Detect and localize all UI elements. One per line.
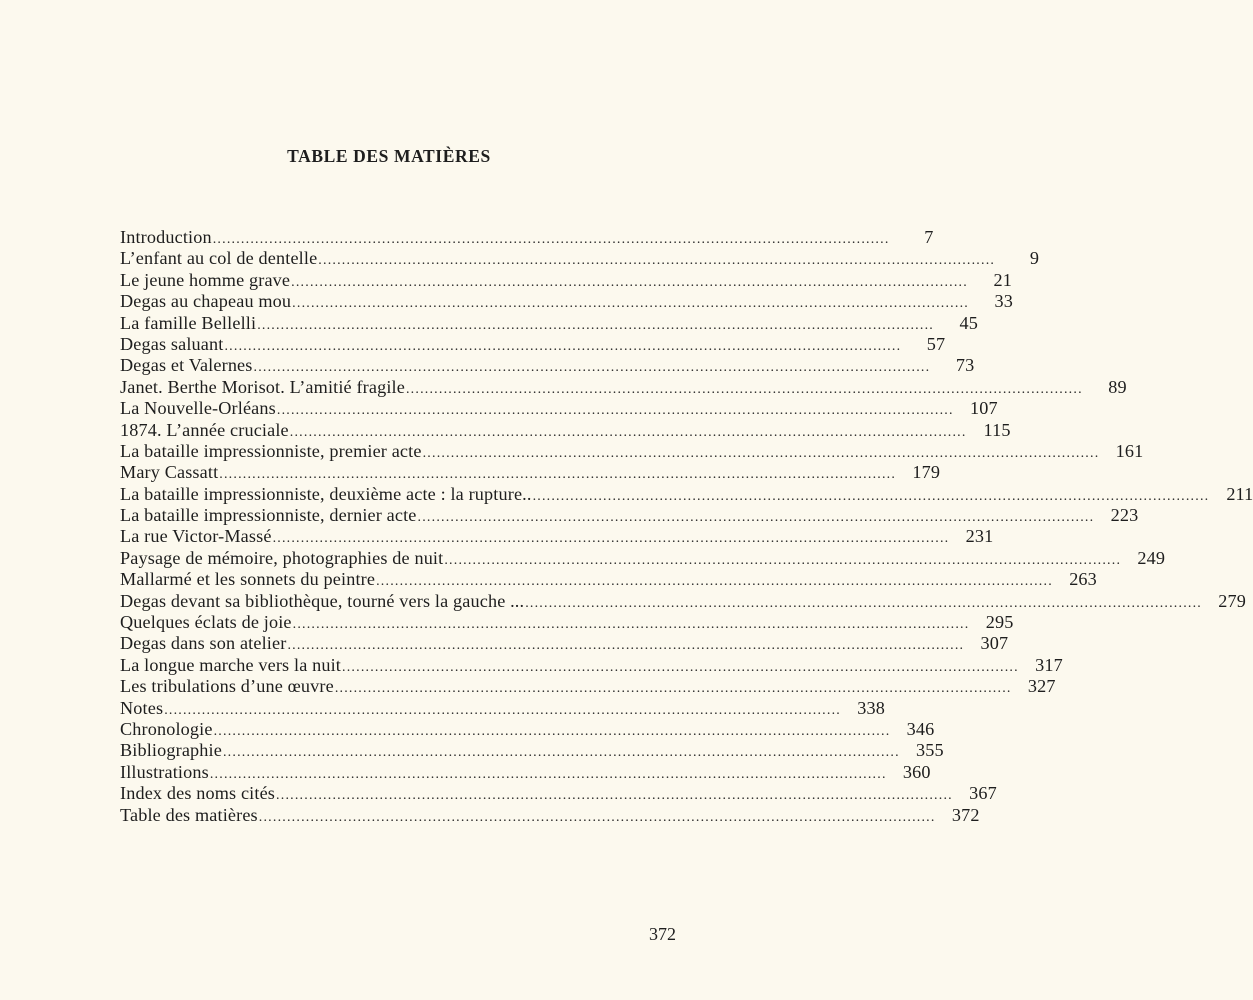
toc-entry-title: Les tribulations d’une œuvre bbox=[120, 676, 334, 697]
dot-leader: ................................................................................................................................................ bbox=[291, 274, 968, 290]
toc-entry-page: 355 bbox=[916, 740, 944, 761]
toc-entry-title: La bataille impressionniste, premier acte bbox=[120, 440, 422, 461]
dot-leader: ................................................................................................................................................ bbox=[405, 381, 1083, 397]
toc-entry-title: La longue marche vers la nuit bbox=[120, 654, 342, 675]
toc-entry-page: 45 bbox=[959, 312, 978, 333]
toc-entry-title: La rue Victor-Massé bbox=[120, 526, 272, 547]
toc-entry-title: Illustrations bbox=[120, 761, 209, 782]
toc-entry bbox=[120, 398, 998, 419]
toc-entry bbox=[120, 312, 978, 334]
toc-entry-title: Degas devant sa bibliothèque, tourné vers la gauche ... bbox=[120, 590, 525, 611]
toc-entry-title: Notes bbox=[120, 697, 164, 718]
toc-entry-page: 115 bbox=[983, 419, 1011, 440]
toc-entry-title: Mary Cassatt bbox=[120, 462, 219, 483]
toc-entry-title: Index des noms cités bbox=[120, 783, 276, 804]
toc-entry bbox=[120, 269, 1012, 291]
dot-leader: ................................................................................................................................................ bbox=[532, 488, 1210, 504]
toc-entry-page: 107 bbox=[969, 398, 998, 419]
dot-leader: ................................................................................................................................................ bbox=[212, 232, 890, 247]
toc-entry-title: Degas et Valernes bbox=[120, 355, 253, 376]
toc-entry bbox=[120, 676, 1056, 697]
toc-entry bbox=[120, 227, 934, 248]
toc-entry bbox=[120, 569, 1097, 590]
toc-entry bbox=[120, 740, 944, 761]
toc-entry bbox=[120, 783, 997, 804]
toc-entry-page: 360 bbox=[902, 761, 931, 782]
dot-leader: ................................................................................................................................................ bbox=[253, 360, 931, 376]
dot-leader: ................................................................................................................................................ bbox=[422, 445, 1100, 461]
dot-leader: ................................................................................................................................................ bbox=[376, 574, 1053, 590]
toc-entry-title: La Nouvelle-Orléans bbox=[120, 398, 276, 419]
toc-entry-page: 307 bbox=[980, 633, 1009, 654]
dot-leader: ................................................................................................................................................ bbox=[213, 723, 891, 739]
toc-entry bbox=[120, 547, 1166, 569]
toc-entry-page: 57 bbox=[926, 333, 946, 354]
dot-leader: ................................................................................................................................................ bbox=[224, 338, 902, 354]
dot-leader: ................................................................................................................................................ bbox=[258, 809, 936, 825]
toc-entry bbox=[120, 718, 935, 740]
toc-entry bbox=[120, 654, 1063, 676]
toc-entry-title: Janet. Berthe Morisot. L’amitié fragile bbox=[120, 376, 405, 397]
dot-leader: ................................................................................................................................................ bbox=[444, 552, 1122, 568]
toc-entry-page: 367 bbox=[969, 783, 997, 804]
toc-entry bbox=[120, 419, 1011, 441]
toc-entry bbox=[120, 376, 1127, 398]
toc-entry-page: 263 bbox=[1069, 569, 1097, 590]
dot-leader: ................................................................................................................................................ bbox=[276, 403, 954, 419]
page-title: TABLE DES MATIÈRES bbox=[287, 146, 491, 166]
toc-entry bbox=[120, 462, 941, 483]
toc-entry-title: Paysage de mémoire, photographies de nuit bbox=[120, 547, 444, 568]
toc-entry-page: 346 bbox=[906, 718, 935, 739]
toc-entry-title: La famille Bellelli bbox=[120, 312, 257, 333]
toc-entry-page: 179 bbox=[912, 462, 941, 483]
toc-entry-page: 317 bbox=[1035, 654, 1063, 675]
toc-entry-page: 33 bbox=[994, 291, 1013, 312]
toc-entry-title: Degas dans son atelier bbox=[120, 633, 287, 654]
dot-leader: ................................................................................................................................................ bbox=[292, 296, 969, 312]
toc-entry bbox=[120, 505, 1139, 526]
toc-entry-page: 89 bbox=[1108, 376, 1127, 397]
toc-entry-title: Degas saluant bbox=[120, 333, 224, 354]
toc-entry bbox=[120, 483, 1253, 505]
toc-entry-title: Degas au chapeau mou bbox=[120, 291, 292, 312]
toc-entry bbox=[120, 590, 1247, 612]
toc-entry bbox=[120, 440, 1144, 462]
toc-entry bbox=[120, 761, 931, 783]
toc-entry-page: 21 bbox=[993, 269, 1012, 290]
toc-entry-title: Quelques éclats de joie bbox=[120, 612, 292, 633]
dot-leader: ................................................................................................................................................ bbox=[257, 317, 934, 333]
toc-entry-page: 279 bbox=[1218, 590, 1247, 611]
dot-leader: ................................................................................................................................................ bbox=[289, 424, 967, 440]
toc-entry-title: Mallarmé et les sonnets du peintre bbox=[120, 569, 376, 590]
toc-entry-page: 73 bbox=[955, 355, 975, 376]
toc-entry-title: Introduction bbox=[120, 227, 212, 247]
dot-leader: ................................................................................................................................................ bbox=[342, 659, 1019, 675]
dot-leader: ................................................................................................................................................ bbox=[334, 681, 1012, 697]
toc-entry-title: Chronologie bbox=[120, 718, 213, 739]
dot-leader: ................................................................................................................................................ bbox=[276, 788, 953, 804]
dot-leader: ................................................................................................................................................ bbox=[292, 617, 970, 633]
dot-leader: ................................................................................................................................................ bbox=[318, 253, 996, 269]
toc-entry-page: 7 bbox=[924, 227, 934, 247]
toc-entry-title: Table des matières bbox=[120, 804, 258, 825]
toc-entry-page: 231 bbox=[965, 526, 994, 547]
toc-entry bbox=[120, 804, 980, 826]
toc-entry bbox=[120, 355, 975, 376]
dot-leader: ................................................................................................................................................ bbox=[417, 510, 1095, 526]
toc-entry-page: 295 bbox=[985, 612, 1014, 633]
toc-entry-title: La bataille impressionniste, dernier acte bbox=[120, 505, 417, 526]
toc-entry-page: 161 bbox=[1115, 440, 1144, 461]
toc-entry bbox=[120, 633, 1009, 654]
toc-entry-page: 249 bbox=[1137, 547, 1166, 568]
toc-entry bbox=[120, 697, 885, 719]
table-of-contents bbox=[120, 227, 1253, 826]
dot-leader: ................................................................................................................................................ bbox=[219, 467, 897, 483]
toc-entry-page: 338 bbox=[857, 697, 885, 718]
dot-leader: ................................................................................................................................................ bbox=[272, 531, 950, 547]
toc-entry bbox=[120, 526, 994, 547]
toc-entry-title: 1874. L’année cruciale bbox=[120, 419, 289, 440]
toc-entry bbox=[120, 612, 1014, 633]
toc-entry bbox=[120, 248, 1040, 269]
toc-entry-page: 372 bbox=[951, 804, 980, 825]
dot-leader: ................................................................................................................................................ bbox=[222, 745, 900, 761]
dot-leader: ................................................................................................................................................ bbox=[525, 595, 1203, 611]
toc-entry-page: 9 bbox=[1029, 248, 1040, 269]
toc-entry-title: L’enfant au col de dentelle bbox=[120, 248, 318, 269]
dot-leader: ................................................................................................................................................ bbox=[287, 638, 965, 654]
toc-entry-page: 223 bbox=[1110, 505, 1139, 526]
page-number: 372 bbox=[649, 924, 676, 944]
toc-entry-page: 211 bbox=[1226, 483, 1253, 504]
toc-entry-title: Le jeune homme grave bbox=[120, 269, 291, 290]
toc-entry bbox=[120, 333, 946, 355]
toc-entry-title: Bibliographie bbox=[120, 740, 222, 761]
dot-leader: ................................................................................................................................................ bbox=[164, 702, 841, 718]
toc-entry-page: 327 bbox=[1027, 676, 1056, 697]
toc-entry-title: La bataille impressionniste, deuxième acte : la rupture.. bbox=[120, 483, 532, 504]
toc-entry bbox=[120, 291, 1013, 312]
dot-leader: ................................................................................................................................................ bbox=[209, 766, 887, 782]
